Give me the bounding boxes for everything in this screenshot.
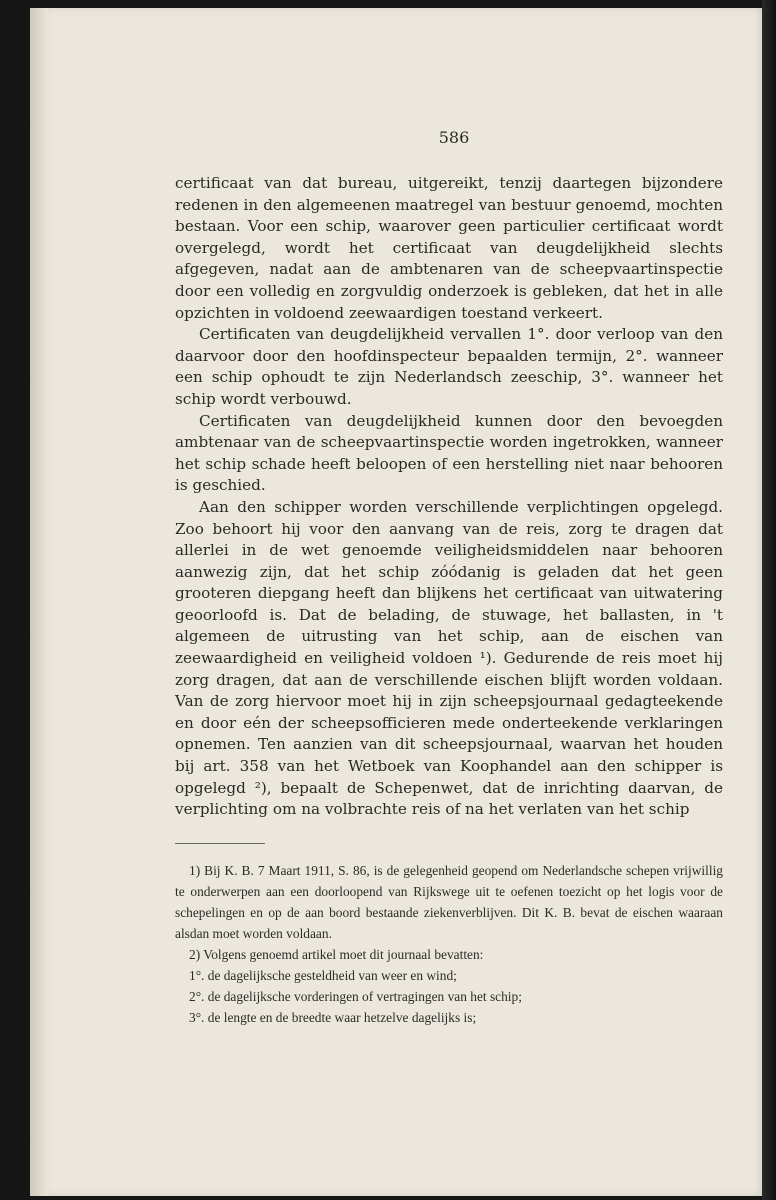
footnote-2-item-2: 2°. de dagelijksche vorderingen of vertragingen van het schip;: [189, 988, 522, 1004]
footnote-2-item-1: 1°. de dagelijksche gesteldheid van weer en wind;: [189, 967, 457, 983]
footnote-separator: [175, 843, 265, 844]
body-paragraph-2: Certificaten van deugdelijkheid vervallen 1°. door verloop van den daarvoor door den hoofdinspecteur bepaalden termijn, 2°. wanneer een schip ophoudt te zijn Nederlandsch zeeschip, 3°. wanneer het schip wordt verbouwd.: [175, 325, 723, 408]
body-paragraph-3: Certificaten van deugdelijkheid kunnen door den bevoegden ambtenaar van de scheepvaartinspectie worden ingetrokken, wanneer het schip schade heeft beloopen of een herstelling niet naar behooren is geschied.: [175, 411, 723, 495]
footnotes: [175, 860, 723, 1028]
page-number: 586: [438, 128, 470, 147]
footnote-1: 1) Bij K. B. 7 Maart 1911, S. 86, is de gelegenheid geopend om Nederlandsche schepen vrijwillig te onderwerpen aan een doorloopend van Rijkswege uit te oefenen toezicht op het logis voor de schepelingen en op de aan boord bestaande ziekenverblijven. Dit K. B. bevat de eischen waaraan alsdan moet worden voldaan.: [175, 862, 723, 941]
page-content: [175, 128, 723, 1028]
body-paragraph-1: certificaat van dat bureau, uitgereikt, tenzij daartegen bijzondere redenen in den algemeenen maatregel van bestuur genoemd, mochten bestaan. Voor een schip, waarover geen particulier certificaat wordt overgelegd, wordt het certificaat van deugdelijkheid slechts afgegeven, nadat aan de ambtenaren van de scheepvaartinspectie door een volledig en zorgvuldig onderzoek is gebleken, dat het in alle opzichten in voldoend zeewaardigen toestand verkeert.: [175, 174, 723, 322]
body-paragraph-4: Aan den schipper worden verschillende verplichtingen opgelegd. Zoo behoort hij voor den aanvang van de reis, zorg te dragen dat allerlei in de wet genoemde veiligheidsmiddelen naar behooren aanwezig zijn, dat het schip zóódanig is geladen dat het geen grooteren diepgang heeft dan blijkens het certificaat van uitwatering geoorloofd is. Dat de belading, de stuwage, het ballasten, in 't algemeen de uitrusting van het schip, aan de eischen van zeewaardigheid en veiligheid voldoen ¹). Gedurende de reis moet hij zorg dragen, dat aan de verschillende eischen blijft worden voldaan. Van de zorg hiervoor moet hij in zijn scheepsjournaal gedagteekende en door eén der scheepsofficieren mede onderteekende verklaringen opnemen. Ten aanzien van dit scheepsjournaal, waarvan het houden bij art. 358 van het Wetboek van Koophandel aan den schipper is opgelegd ²), bepaalt de Schepenwet, dat de inrichting daarvan, de verplichting om na volbrachte reis of na het verlaten van het schip: [175, 497, 723, 819]
footnote-2-item-3: 3°. de lengte en de breedte waar hetzelve dagelijks is;: [189, 1009, 477, 1025]
footnote-2: 2) Volgens genoemd artikel moet dit journaal bevatten:: [189, 946, 484, 962]
body-text: [175, 173, 723, 821]
scan-right-edge: [762, 0, 776, 1200]
page-gutter: [30, 8, 48, 1196]
